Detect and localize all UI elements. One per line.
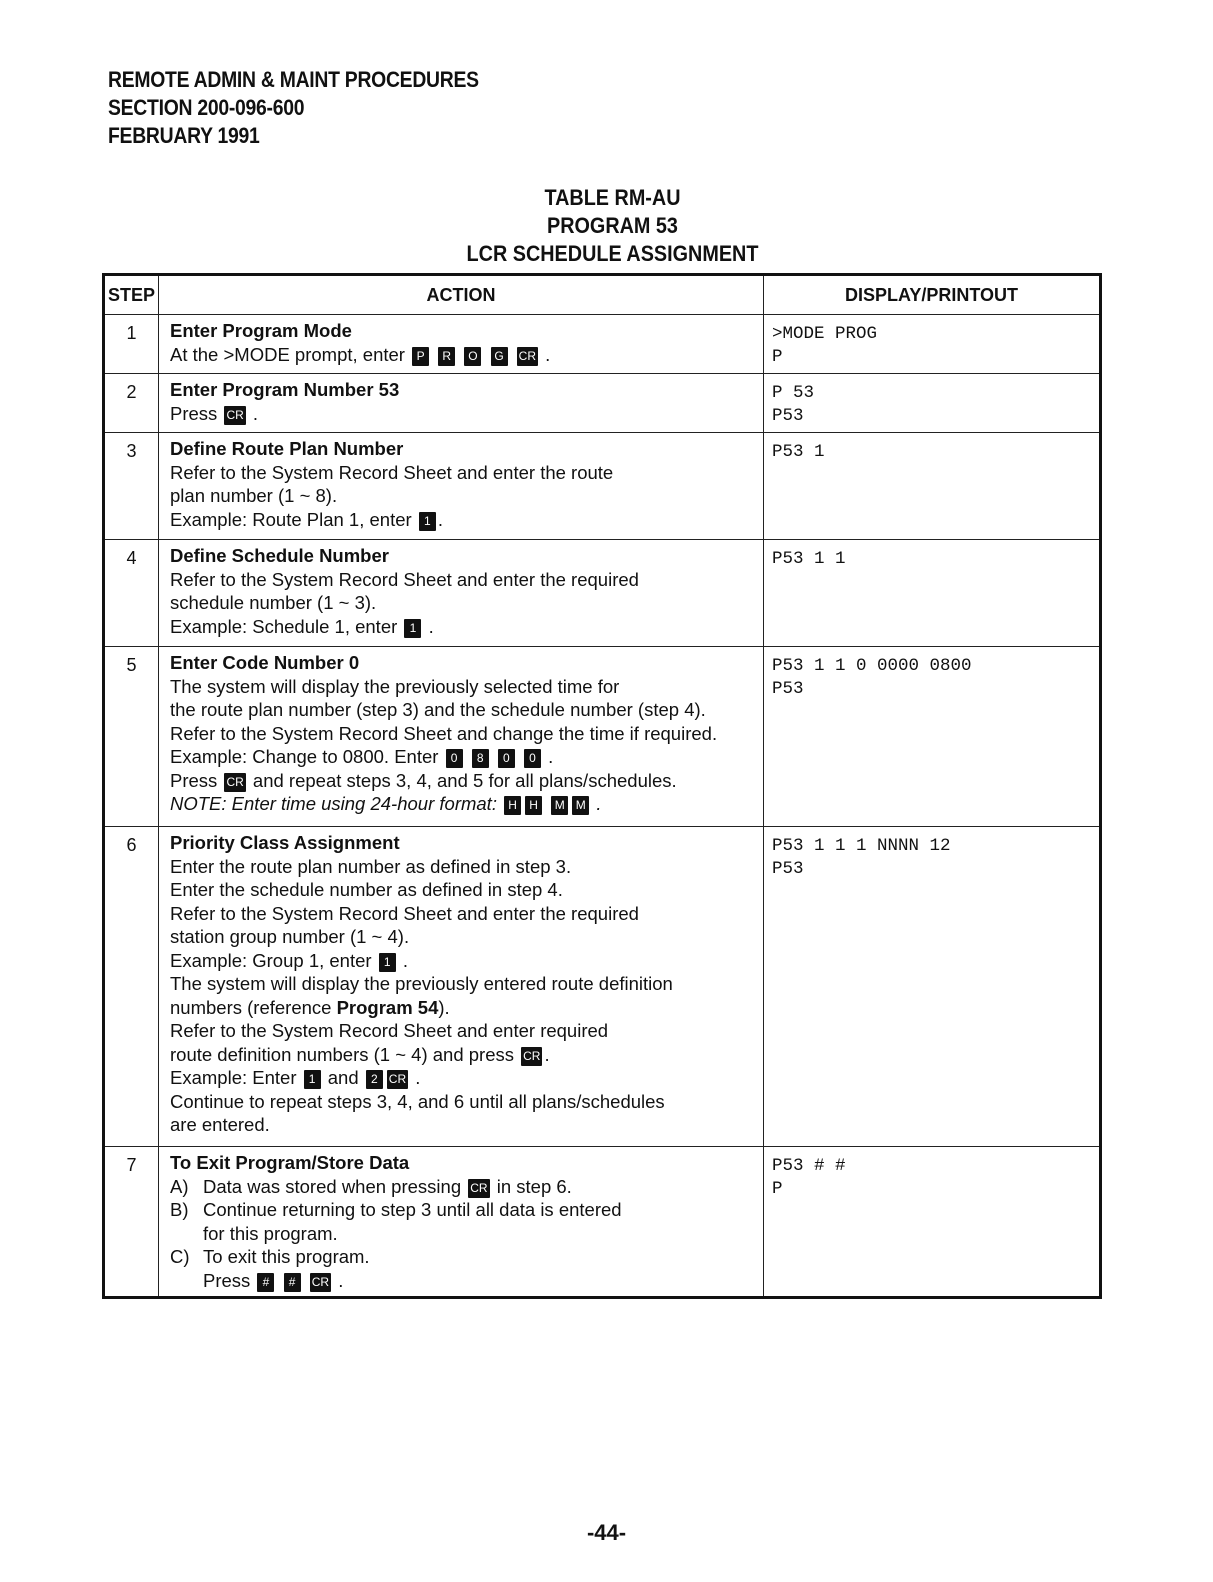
display-cell (764, 374, 1101, 433)
title-line-3: LCR SCHEDULE ASSIGNMENT (466, 241, 759, 266)
table-row (104, 315, 1101, 374)
step-heading: To Exit Program/Store Data (170, 1152, 410, 1173)
action-line (170, 1043, 757, 1067)
action-text: Example: Route Plan 1, enter (170, 508, 412, 530)
action-line (170, 508, 757, 532)
display-line: P53 1 1 1 NNNN 12 (772, 836, 951, 856)
action-line: schedule number (1 ~ 3). (170, 592, 377, 613)
key-hash-icon: # (284, 1273, 301, 1292)
display-line: P53 (772, 859, 804, 879)
key-1-icon: 1 (419, 512, 436, 531)
key-cr-icon: CR (387, 1070, 408, 1089)
action-cell (159, 433, 764, 540)
action-line: for this program. (203, 1222, 338, 1244)
step-number: 2 (104, 374, 159, 433)
display-cell (764, 1147, 1101, 1298)
procedure-table (102, 273, 1102, 1299)
action-line (170, 949, 757, 973)
action-text: NOTE: Enter time using 24-hour format: (170, 793, 497, 814)
key-cr-icon: CR (468, 1179, 489, 1198)
display-line: P53 # # (772, 1156, 846, 1176)
action-cell (159, 374, 764, 433)
key-cr-icon: CR (517, 347, 538, 366)
action-text: route definition numbers (1 ~ 4) and press (170, 1043, 514, 1065)
key-0-icon: 0 (524, 749, 541, 768)
action-line (170, 769, 757, 793)
step-number: 6 (104, 827, 159, 1147)
title-line-1: TABLE RM-AU (544, 185, 681, 210)
key-cr-icon: CR (224, 406, 245, 425)
table-title (400, 184, 825, 268)
display-line: P53 1 1 (772, 549, 846, 569)
key-1-icon: 1 (404, 619, 421, 638)
step-number: 4 (104, 540, 159, 647)
key-r-icon: R (438, 347, 455, 366)
key-2-icon: 2 (366, 1070, 383, 1089)
key-m-icon: M (572, 796, 589, 815)
header-line-3: FEBRUARY 1991 (108, 123, 260, 148)
header-line-1: REMOTE ADMIN & MAINT PROCEDURES (108, 67, 479, 92)
display-cell (764, 647, 1101, 827)
key-h-icon: H (504, 796, 521, 815)
action-line: The system will display the previously entered route definition (170, 973, 673, 994)
page-number: -44- (586, 1520, 627, 1545)
display-line: P (772, 347, 783, 367)
list-label: C) (170, 1246, 190, 1267)
action-line (170, 615, 757, 639)
key-hash-icon: # (257, 1273, 274, 1292)
document-header (108, 66, 479, 150)
display-line: P53 1 1 0 0000 0800 (772, 656, 972, 676)
action-text: . (428, 615, 434, 637)
action-cell (159, 315, 764, 374)
display-cell (764, 315, 1101, 374)
action-text: numbers (reference (170, 996, 332, 1018)
action-text: in step 6. (496, 1175, 572, 1197)
action-cell (159, 1147, 764, 1298)
action-text: Example: Change to 0800. Enter (170, 746, 439, 767)
display-line: P53 1 (772, 442, 825, 462)
action-line: are entered. (170, 1114, 270, 1135)
header-line-2: SECTION 200-096-600 (108, 95, 305, 120)
key-cr-icon: CR (224, 773, 245, 792)
action-line: The system will display the previously selected time for (170, 675, 620, 697)
action-line (170, 745, 757, 769)
action-line (170, 1245, 757, 1269)
action-text: . (437, 508, 443, 530)
step-heading: Enter Code Number 0 (170, 652, 360, 673)
action-text: . (402, 949, 408, 971)
action-text: . (252, 402, 259, 424)
col-action-header: ACTION (159, 275, 764, 315)
action-line: Refer to the System Record Sheet and enter the required (170, 902, 639, 924)
action-text: Example: Enter (170, 1067, 297, 1088)
action-line: the route plan number (step 3) and the schedule number (step 4). (170, 699, 706, 720)
title-line-2: PROGRAM 53 (547, 213, 678, 238)
key-1-icon: 1 (304, 1070, 321, 1089)
action-text: To exit this program. (203, 1246, 370, 1267)
key-p-icon: P (412, 347, 429, 366)
step-heading: Enter Program Number 53 (170, 379, 400, 400)
action-line: Refer to the System Record Sheet and enter the required (170, 568, 639, 590)
program-reference: Program 54 (336, 996, 439, 1018)
key-cr-icon: CR (521, 1047, 542, 1066)
action-note (170, 792, 757, 816)
action-line (170, 1066, 757, 1090)
list-label: A) (170, 1175, 189, 1197)
col-step-header: STEP (104, 275, 159, 315)
table-row (104, 827, 1101, 1147)
display-cell (764, 540, 1101, 647)
action-line: Continue to repeat steps 3, 4, and 6 until all plans/schedules (170, 1090, 665, 1112)
key-g-icon: G (491, 347, 508, 366)
action-text: . (544, 1043, 550, 1065)
display-line: P 53 (772, 383, 815, 403)
key-o-icon: O (464, 347, 481, 366)
action-line: Refer to the System Record Sheet and enter required (170, 1020, 609, 1041)
action-line (170, 996, 757, 1020)
table-row (104, 540, 1101, 647)
table-row (104, 374, 1101, 433)
step-heading: Define Schedule Number (170, 545, 389, 566)
step-number: 1 (104, 315, 159, 374)
action-line (170, 402, 757, 426)
action-line (170, 1175, 757, 1199)
display-line: P53 (772, 679, 804, 699)
action-text: Continue returning to step 3 until all data is entered (203, 1199, 622, 1220)
key-cr-icon: CR (310, 1273, 331, 1292)
action-line: plan number (1 ~ 8). (170, 485, 338, 506)
table-row (104, 1147, 1101, 1298)
key-m-icon: M (551, 796, 568, 815)
table-row (104, 433, 1101, 540)
action-text: . (338, 1269, 344, 1291)
display-cell (764, 827, 1101, 1147)
action-text: . (415, 1067, 421, 1088)
display-line: >MODE PROG (772, 324, 878, 344)
step-number: 3 (104, 433, 159, 540)
action-text: Example: Schedule 1, enter (170, 615, 398, 637)
action-text: and repeat steps 3, 4, and 5 for all plans/schedules. (252, 769, 677, 791)
action-text: Press (170, 402, 218, 424)
key-1-icon: 1 (379, 953, 396, 972)
action-cell (159, 540, 764, 647)
step-heading: Define Route Plan Number (170, 438, 404, 459)
action-text: and (327, 1067, 359, 1088)
action-text: . (596, 793, 602, 814)
key-8-icon: 8 (472, 749, 489, 768)
action-cell (159, 827, 764, 1147)
action-text: Example: Group 1, enter (170, 949, 372, 971)
step-heading: Priority Class Assignment (170, 832, 400, 853)
table-row (104, 647, 1101, 827)
action-line: Refer to the System Record Sheet and enter the route (170, 461, 614, 483)
action-text: Press (203, 1269, 251, 1291)
list-label: B) (170, 1199, 189, 1220)
action-text: Data was stored when pressing (203, 1175, 462, 1197)
key-0-icon: 0 (498, 749, 515, 768)
display-cell (764, 433, 1101, 540)
action-text: . (548, 746, 554, 767)
action-line: Enter the schedule number as defined in step 4. (170, 879, 563, 900)
action-text: ). (438, 996, 450, 1018)
action-cell (159, 647, 764, 827)
display-line: P (772, 1179, 783, 1199)
action-line: station group number (1 ~ 4). (170, 926, 410, 947)
step-heading: Enter Program Mode (170, 320, 352, 341)
key-0-icon: 0 (446, 749, 463, 768)
action-text: . (545, 343, 551, 365)
action-line: Enter the route plan number as defined in step 3. (170, 855, 572, 877)
action-line: Refer to the System Record Sheet and change the time if required. (170, 722, 718, 744)
step-number: 7 (104, 1147, 159, 1298)
col-display-header: DISPLAY/PRINTOUT (764, 275, 1101, 315)
action-line (170, 1269, 757, 1293)
action-text: At the >MODE prompt, enter (170, 343, 405, 365)
action-line (170, 1198, 757, 1222)
key-h-icon: H (525, 796, 542, 815)
step-number: 5 (104, 647, 159, 827)
action-text: Press (170, 769, 218, 791)
display-line: P53 (772, 406, 804, 426)
action-line (170, 343, 757, 367)
table-header-row (104, 275, 1101, 315)
